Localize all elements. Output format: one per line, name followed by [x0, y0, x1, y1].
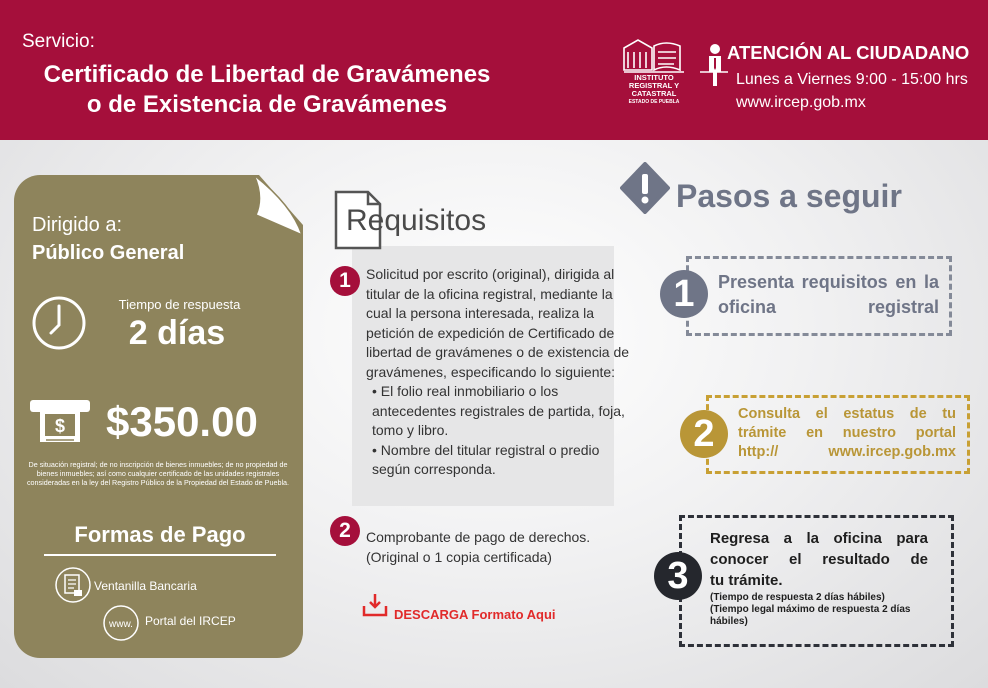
step-number-1: 1	[660, 270, 708, 318]
logo-line2: REGISTRAL Y	[628, 81, 680, 90]
response-time-value: 2 días	[128, 314, 226, 352]
logo-line4: ESTADO DE PUEBLA	[628, 99, 680, 105]
requirement-2-line2: (Original o 1 copia certificada)	[366, 548, 552, 565]
citizen-icon	[700, 42, 728, 88]
step-3-line2: conocer el resultado de	[710, 551, 928, 568]
bank-receipt-icon	[54, 566, 92, 604]
payment-method-bank: Ventanilla Bancaria	[94, 579, 197, 593]
step-2-portal-link[interactable]: www.ircep.gob.mx	[828, 444, 956, 460]
directed-value: Público General	[32, 242, 185, 264]
download-icon[interactable]	[362, 592, 388, 618]
requirement-1-text: Solicitud por escrito (original), dirigida al titular de la oficina registral, mediante la cual la persona interesada, realiza la petición de expedición de Certificado de libertad de gravámenes o de existencia de gravámenes, especificando lo siguiente:	[366, 266, 630, 380]
step-3-notes	[710, 592, 930, 628]
price-note: De situación registral; de no inscripción de bienes inmuebles; de no propiedad de bienes inmuebles; así como cualquier certificado de las unidades registrales consideradas en la ley del Registro Público de la Propiedad del Estado de Puebla.	[26, 460, 290, 487]
directed-label: Dirigido a:	[32, 214, 123, 236]
payment-method-portal: Portal del IRCEP	[145, 614, 236, 628]
web-portal-icon	[102, 604, 140, 642]
requirement-number-1: 1	[330, 266, 360, 296]
payment-divider	[44, 554, 276, 556]
attention-title: ATENCIÓN AL CIUDADANO	[727, 42, 970, 63]
download-form-link[interactable]: DESCARGA Formato Aqui	[394, 607, 556, 622]
requirement-number-2: 2	[330, 516, 360, 546]
service-title-line2: o de Existencia de Gravámenes	[86, 91, 448, 118]
requirements-title: Requisitos	[346, 204, 487, 237]
step-2-line1: Consulta el estatus de tu	[738, 406, 956, 422]
steps-title: Pasos a seguir	[676, 178, 902, 214]
step-2-text	[738, 405, 956, 462]
bullet-text: Nombre del titular registral o predio según corresponda.	[372, 441, 600, 477]
price-value: $350.00	[106, 398, 258, 445]
card-corner-fold	[254, 175, 304, 235]
logo-line3: CATASTRAL	[631, 89, 677, 98]
response-time-label: Tiempo de respuesta	[118, 297, 241, 312]
step-2-line2: trámite en nuestro portal	[738, 425, 956, 441]
step-2-line3	[738, 443, 956, 462]
step-3-line1: Regresa a la oficina para	[710, 530, 928, 547]
requirement-2	[366, 528, 638, 567]
step-number-3: 3	[654, 552, 702, 600]
step-number-2: 2	[680, 410, 728, 458]
step-3-note-1: (Tiempo de respuesta 2 días hábiles)	[710, 592, 885, 603]
step-3-line3: tu trámite.	[710, 572, 783, 589]
step-2-protocol: http://	[738, 444, 779, 460]
step-3-text	[710, 528, 928, 591]
logo-line1: INSTITUTO	[634, 73, 674, 82]
service-title	[12, 60, 522, 120]
step-1-text: Presenta requisitos en la oficina registral	[718, 272, 939, 317]
bullet-text: El folio real inmobiliario o los antecedentes registrales de partida, foja, tomo y libro.	[372, 383, 625, 438]
clock-icon	[30, 294, 88, 352]
svg-text:$: $	[54, 416, 66, 436]
payment-title: Formas de Pago	[74, 522, 246, 547]
requirement-1-bullet-1: • El folio real inmobiliario o los antecedentes registrales de partida, foja, tomo y libro.	[372, 383, 625, 438]
requirement-1	[366, 265, 638, 480]
header-website-link[interactable]: www.ircep.gob.mx	[736, 94, 866, 111]
service-title-line1: Certificado de Libertad de Gravámenes	[43, 61, 491, 88]
warning-icon	[620, 162, 670, 214]
requirement-2-line1: Comprobante de pago de derechos.	[366, 529, 591, 545]
step-3-note-2: (Tiempo legal máximo de respuesta 2 días hábiles)	[710, 604, 911, 627]
service-label: Servicio:	[22, 31, 95, 52]
cash-register-icon	[28, 396, 92, 446]
attention-hours: Lunes a Viernes 9:00 - 15:00 hrs	[736, 71, 968, 88]
web-portal-icon-text: www.	[109, 619, 133, 630]
requirement-1-bullet-2: • Nombre del titular registral o predio según corresponda.	[372, 441, 600, 477]
logo-text	[612, 74, 696, 106]
